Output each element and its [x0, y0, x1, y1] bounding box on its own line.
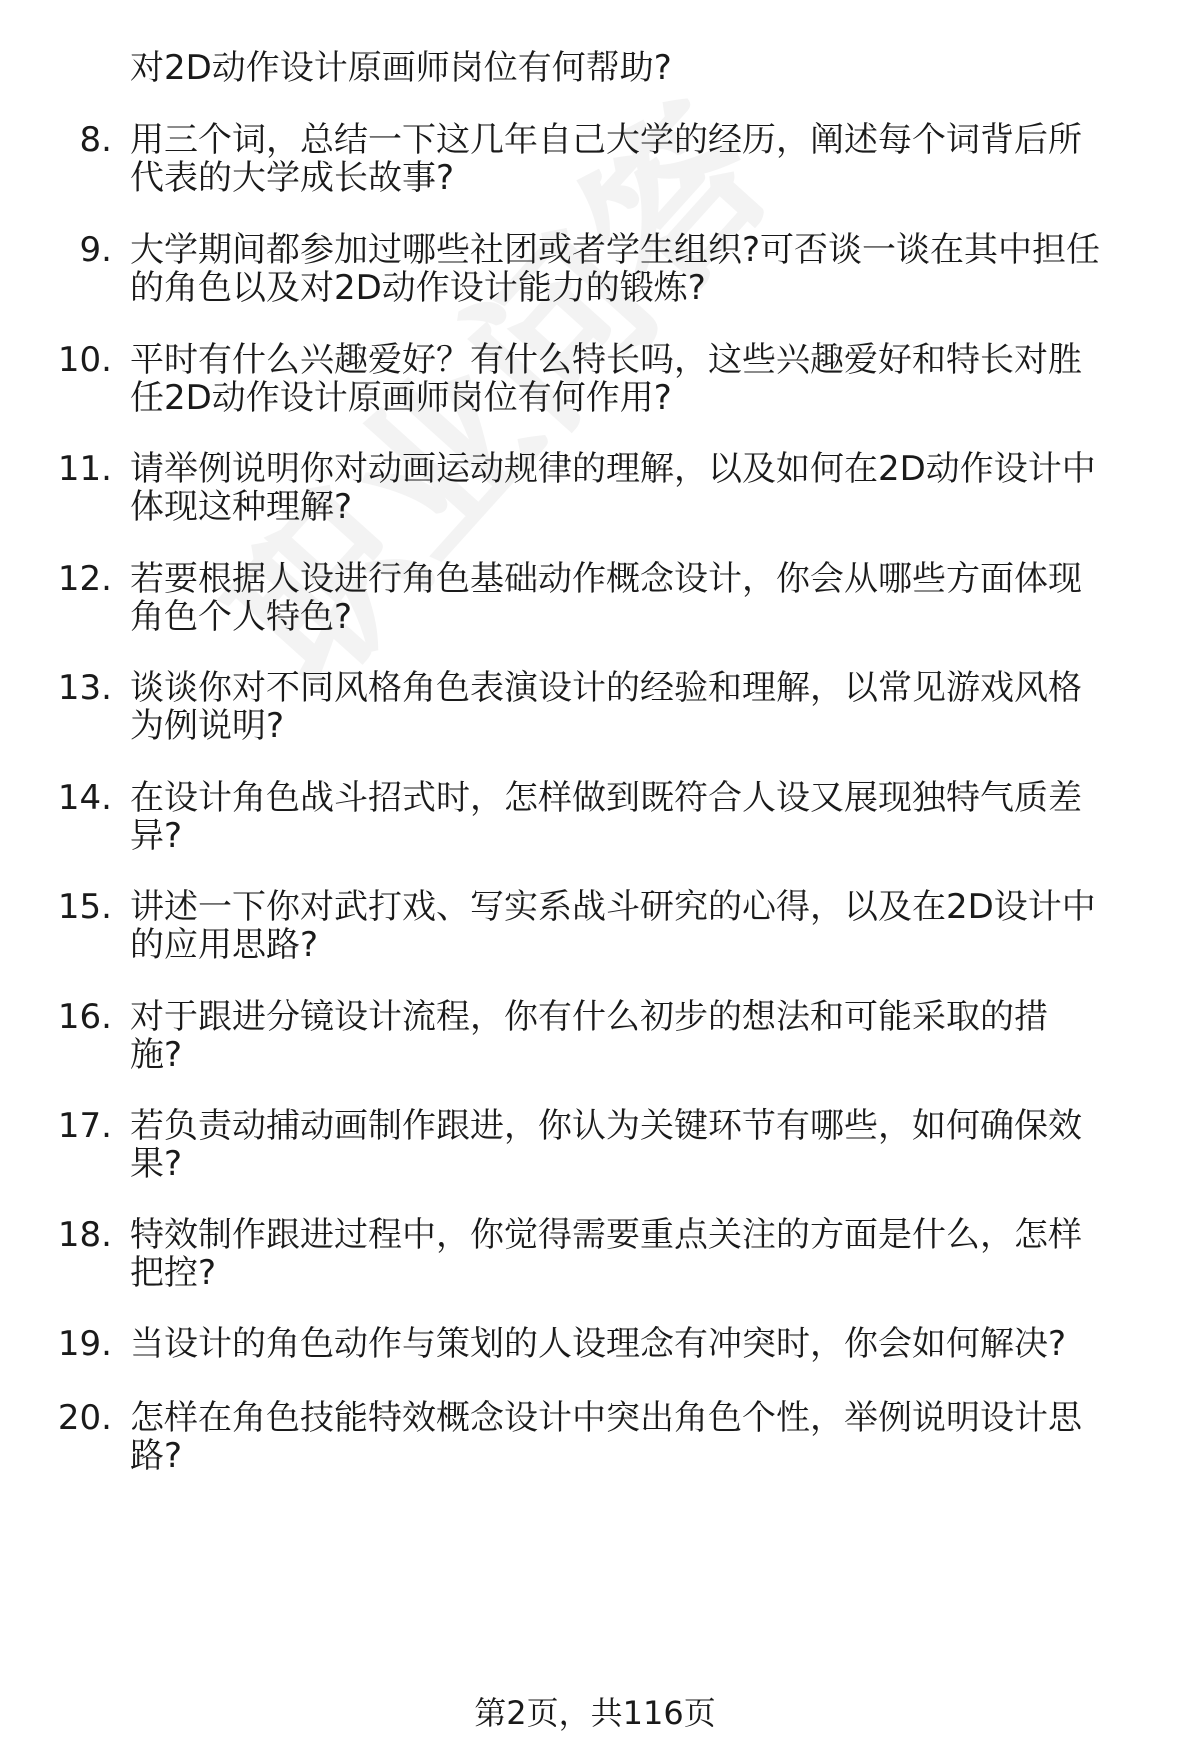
question-text-line: 平时有什么兴趣爱好？有什么特长吗，这些兴趣爱好和特长对胜 — [130, 340, 1082, 380]
question-text-line: 对2D动作设计原画师岗位有何帮助? — [130, 48, 672, 88]
question-number: 15. — [57, 887, 112, 927]
question-text-line: 若要根据人设进行角色基础动作概念设计，你会从哪些方面体现 — [130, 559, 1082, 599]
question-text-line: 讲述一下你对武打戏、写实系战斗研究的心得，以及在2D设计中 — [130, 887, 1096, 927]
question-text-line: 把控? — [130, 1253, 217, 1293]
question-text-line: 请举例说明你对动画运动规律的理解，以及如何在2D动作设计中 — [130, 449, 1096, 489]
question-number: 8. — [79, 120, 112, 160]
question-number: 16. — [57, 997, 112, 1037]
question-text-line: 施? — [130, 1035, 183, 1075]
question-number: 19. — [57, 1324, 112, 1364]
question-text-line: 的角色以及对2D动作设计能力的锻炼? — [130, 268, 706, 308]
question-number: 12. — [57, 559, 112, 599]
question-text-line: 的应用思路? — [130, 925, 319, 965]
question-number: 13. — [57, 668, 112, 708]
question-text-line: 路? — [130, 1436, 183, 1476]
question-text-line: 代表的大学成长故事? — [130, 158, 455, 198]
question-text-line: 当设计的角色动作与策划的人设理念有冲突时，你会如何解决? — [130, 1324, 1067, 1364]
question-text-line: 在设计角色战斗招式时，怎样做到既符合人设又展现独特气质差 — [130, 778, 1082, 818]
question-text-line: 为例说明? — [130, 706, 285, 746]
question-text-line: 角色个人特色? — [130, 597, 353, 637]
question-number: 20. — [57, 1398, 112, 1438]
question-text-line: 任2D动作设计原画师岗位有何作用? — [130, 378, 672, 418]
question-text-line: 特效制作跟进过程中，你觉得需要重点关注的方面是什么，怎样 — [130, 1215, 1082, 1255]
question-number: 18. — [57, 1215, 112, 1255]
question-text-line: 若负责动捕动画制作跟进，你认为关键环节有哪些，如何确保效 — [130, 1106, 1082, 1146]
page-footer: 第2页，共116页 — [474, 1694, 716, 1732]
question-text-line: 果? — [130, 1144, 183, 1184]
question-text-line: 谈谈你对不同风格角色表演设计的经验和理解，以常见游戏风格 — [130, 668, 1082, 708]
question-text-line: 用三个词，总结一下这几年自己大学的经历，阐述每个词背后所 — [130, 120, 1082, 160]
question-text-line: 大学期间都参加过哪些社团或者学生组织?可否谈一谈在其中担任 — [130, 230, 1101, 270]
question-number: 10. — [57, 340, 112, 380]
question-text-line: 怎样在角色技能特效概念设计中突出角色个性，举例说明设计思 — [130, 1398, 1082, 1438]
question-text-line: 体现这种理解? — [130, 487, 353, 527]
question-text-line: 对于跟进分镜设计流程，你有什么初步的想法和可能采取的措 — [130, 997, 1048, 1037]
question-number: 14. — [57, 778, 112, 818]
question-number: 11. — [57, 449, 112, 489]
question-number: 9. — [79, 230, 112, 270]
question-number: 17. — [57, 1106, 112, 1146]
question-text-line: 异? — [130, 816, 183, 856]
